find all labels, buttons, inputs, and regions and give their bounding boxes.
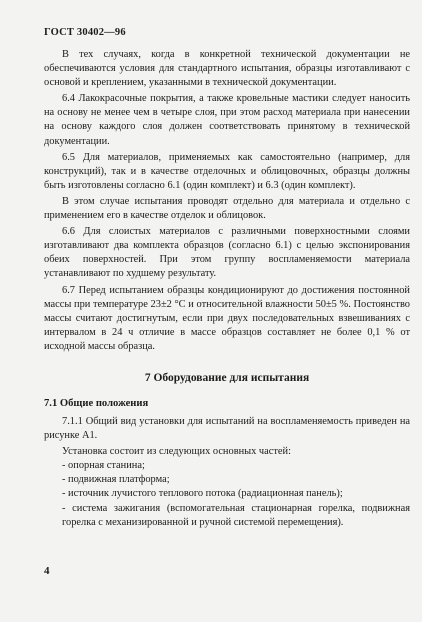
subsection-heading: 7.1 Общие положения (44, 397, 149, 409)
paragraph: 6.5 Для материалов, применяемых как самостоятельно (например, для конструкций), так и в качестве отделочных и облицовочных, образцы должны быть изготовлены согласно 6.1 (один комплект) и 6.3 (один комплект). (44, 151, 410, 191)
components-list (44, 459, 410, 529)
list-item: - система зажигания (вспомогательная стационарная горелка, подвижная горелка с механизированной и ручной системой перемещения). (62, 502, 410, 528)
page-number: 4 (44, 565, 50, 577)
document-code-header: ГОСТ 30402—96 (44, 27, 126, 38)
paragraph: 7.1.1 Общий вид установки для испытаний на воспламеняемость приведен на рисунке А1. (44, 415, 410, 442)
paragraph: 6.7 Перед испытанием образцы кондиционируют до достижения постоянной массы при температуре 23±2 °С и относительной влажности 50±5 %. Постоянство массы считают достигнутым, если при двух последовательных взвешиваниях с интервалом в 24 ч отличие в массе образцов составляет не более 0,1 % от исходной массы образца. (44, 284, 410, 352)
list-item: - источник лучистого теплового потока (радиационная панель); (62, 488, 343, 500)
paragraph: В этом случае испытания проводят отдельно для материала и отдельно с применением его в качестве отделок и облицовок. (44, 195, 410, 222)
list-item: - подвижная платформа; (62, 474, 170, 486)
document-body (44, 48, 410, 530)
paragraph: 6.6 Для слоистых материалов с различными поверхностными слоями изготавливают два комплекта образцов (согласно 6.1) с целью экспонирования обеих поверхностей. При этом группу воспламеняемости материала устанавливают по худшему результату. (44, 226, 410, 280)
paragraph: В тех случаях, когда в конкретной технической документации не обеспечиваются условия для стандартного испытания, образцы изготавливают с основой и креплением, указанными в технической документации. (44, 49, 410, 89)
paragraph: Установка состоит из следующих основных частей: (62, 446, 291, 458)
paragraph: 6.4 Лакокрасочные покрытия, а также кровельные мастики следует наносить на основу не менее чем в четыре слоя, при этом расход материала при нанесении на основу каждого слоя должен соответствовать принятому в технической документации. (44, 93, 410, 147)
section-heading: 7 Оборудование для испытания (144, 371, 310, 384)
list-item: - опорная станина; (62, 460, 145, 472)
